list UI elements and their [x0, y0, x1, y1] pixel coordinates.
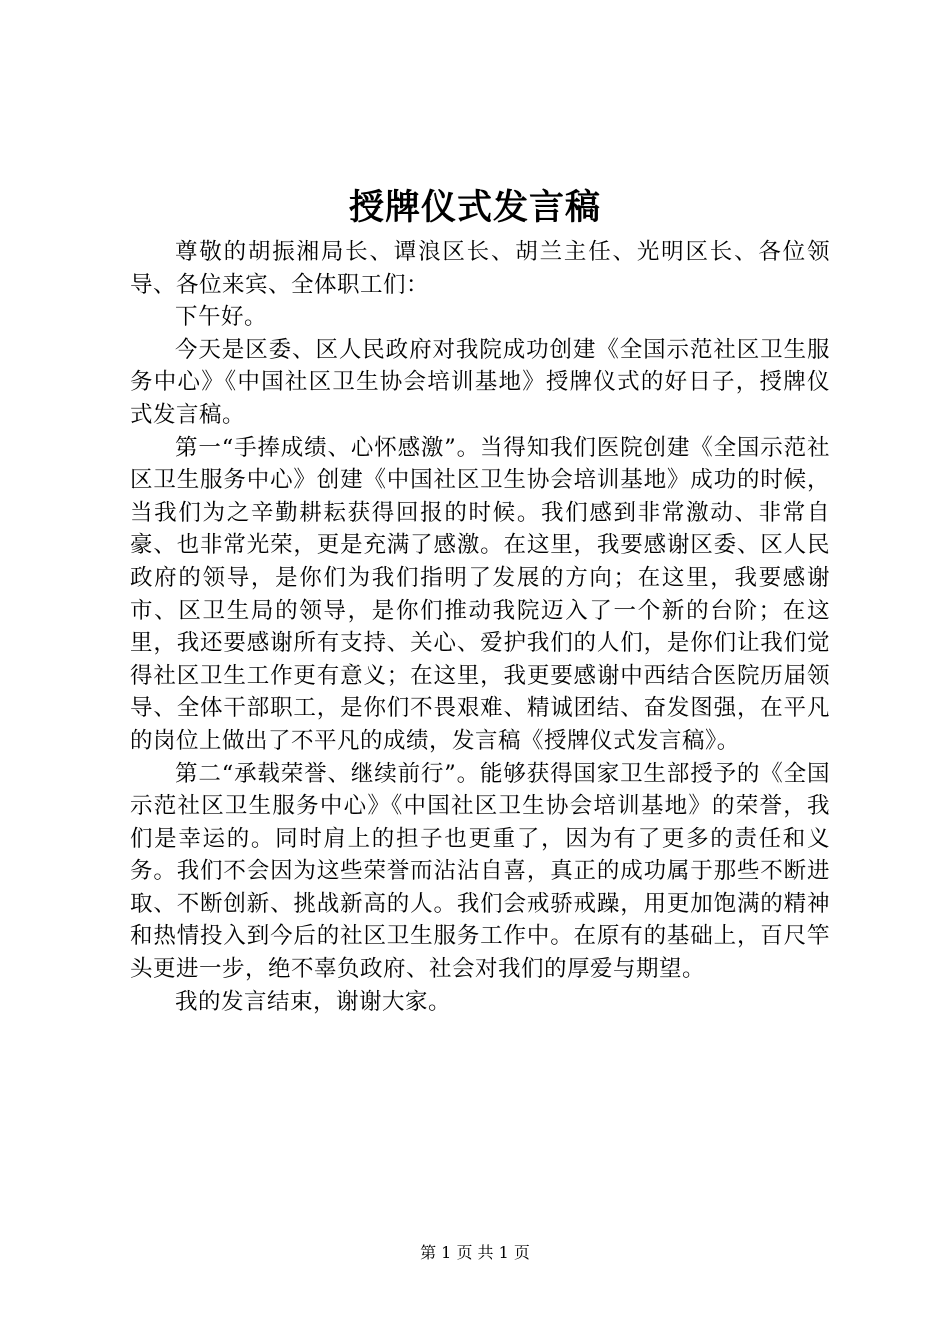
paragraph-greeting: 下午好。	[175, 304, 268, 331]
document-title: 授牌仪式发言稿	[348, 187, 601, 228]
paragraph-first-point: 第一“手捧成绩、心怀感激”。当得知我们医院创建《全国示范社区卫生服务中心》创建《中国社区卫生协会培训基地》成功的时候，当我们为之辛勤耕耘获得回报的时候。我们感到非常激动、非常自豪、也非常光荣，更是充满了感激。在这里，我要感谢区委、区人民政府的领导，是你们为我们指明了发展的方向；在这里，我要感谢市、区卫生局的领导，是你们推动我院迈入了一个新的台阶；在这里，我还要感谢所有支持、关心、爱护我们的人们，是你们让我们觉得社区卫生工作更有意义；在这里，我更要感谢中西结合医院历届领导、全体干部职工，是你们不畏艰难、精诚团结、奋发图强，在平凡的岗位上做出了不平凡的成绩，发言稿《授牌仪式发言稿》。	[130, 434, 830, 754]
document-body	[130, 236, 830, 1018]
paragraph-intro: 今天是区委、区人民政府对我院成功创建《全国示范社区卫生服务中心》《中国社区卫生协会培训基地》授牌仪式的好日子，授牌仪式发言稿。	[130, 336, 830, 428]
paragraph-closing: 我的发言结束，谢谢大家。	[175, 988, 452, 1015]
page-footer: 第 1 页 共 1 页	[420, 1243, 530, 1262]
paragraph-salutation: 尊敬的胡振湘局长、谭浪区长、胡兰主任、光明区长、各位领导、各位来宾、全体职工们：	[130, 239, 830, 298]
paragraph-second-point: 第二“承载荣誉、继续前行”。能够获得国家卫生部授予的《全国示范社区卫生服务中心》《中国社区卫生协会培训基地》的荣誉，我们是幸运的。同时肩上的担子也更重了，因为有了更多的责任和义务。我们不会因为这些荣誉而沾沾自喜，真正的成功属于那些不断进取、不断创新、挑战新高的人。我们会戒骄戒躁，用更加饱满的精神和热情投入到今后的社区卫生服务工作中。在原有的基础上，百尺竿头更进一步，绝不辜负政府、社会对我们的厚爱与期望。	[130, 760, 830, 983]
